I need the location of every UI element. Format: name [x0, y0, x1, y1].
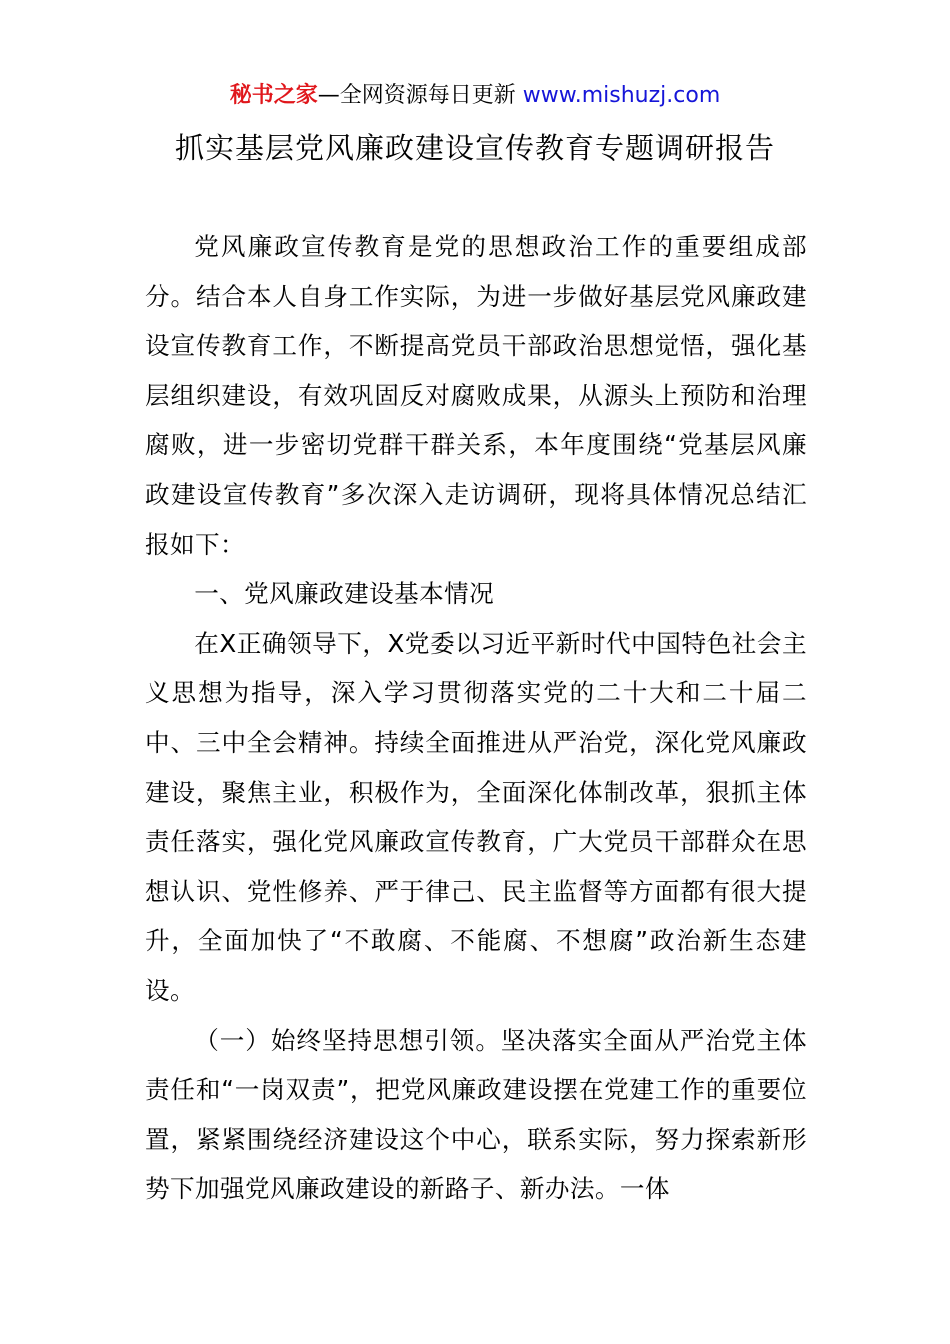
paragraph-subsection-1: （一）始终坚持思想引领。坚决落实全面从严治党主体责任和“一岗双责”，把党风廉政建设摆在党建工作的重要位置，紧紧围绕经济建设这个中心，联系实际，努力探索新形势下加强党风廉政建设的新路子、新办法。一体: [145, 1025, 807, 1204]
brand-name: 秘书之家: [229, 83, 318, 108]
paragraph-section-1: 在X正确领导下，X党委以习近平新时代中国特色社会主义思想为指导，深入学习贯彻落实党的二十大和二十届二中、三中全会精神。持续全面推进从严治党，深化党风廉政建设，聚焦主业，积极作为，全面深化体制改革，狠抓主体责任落实，强化党风廉政宣传教育，广大党员干部群众在思想认识、党性修养、严于律己、民主监督等方面都有很大提升，全面加快了“不敢腐、不能腐、不想腐”政治新生态建设。: [145, 628, 807, 1005]
site-banner: [0, 80, 950, 112]
document-body: [145, 222, 807, 1214]
section-heading-1: 一、党风廉政建设基本情况: [194, 579, 495, 609]
document-title: 抓实基层党风廉政建设宣传教育专题调研报告: [174, 131, 775, 165]
site-url-link[interactable]: www.mishuzj.com: [522, 83, 721, 108]
paragraph-intro: 党风廉政宣传教育是党的思想政治工作的重要组成部分。结合本人自身工作实际，为进一步做好基层党风廉政建设宣传教育工作，不断提高党员干部政治思想觉悟，强化基层组织建设，有效巩固反对腐败成果，从源头上预防和治理腐败，进一步密切党群干群关系，本年度围绕“党基层风廉政建设宣传教育”多次深入走访调研，现将具体情况总结汇报如下：: [145, 232, 807, 559]
banner-tagline: —全网资源每日更新: [317, 83, 516, 108]
